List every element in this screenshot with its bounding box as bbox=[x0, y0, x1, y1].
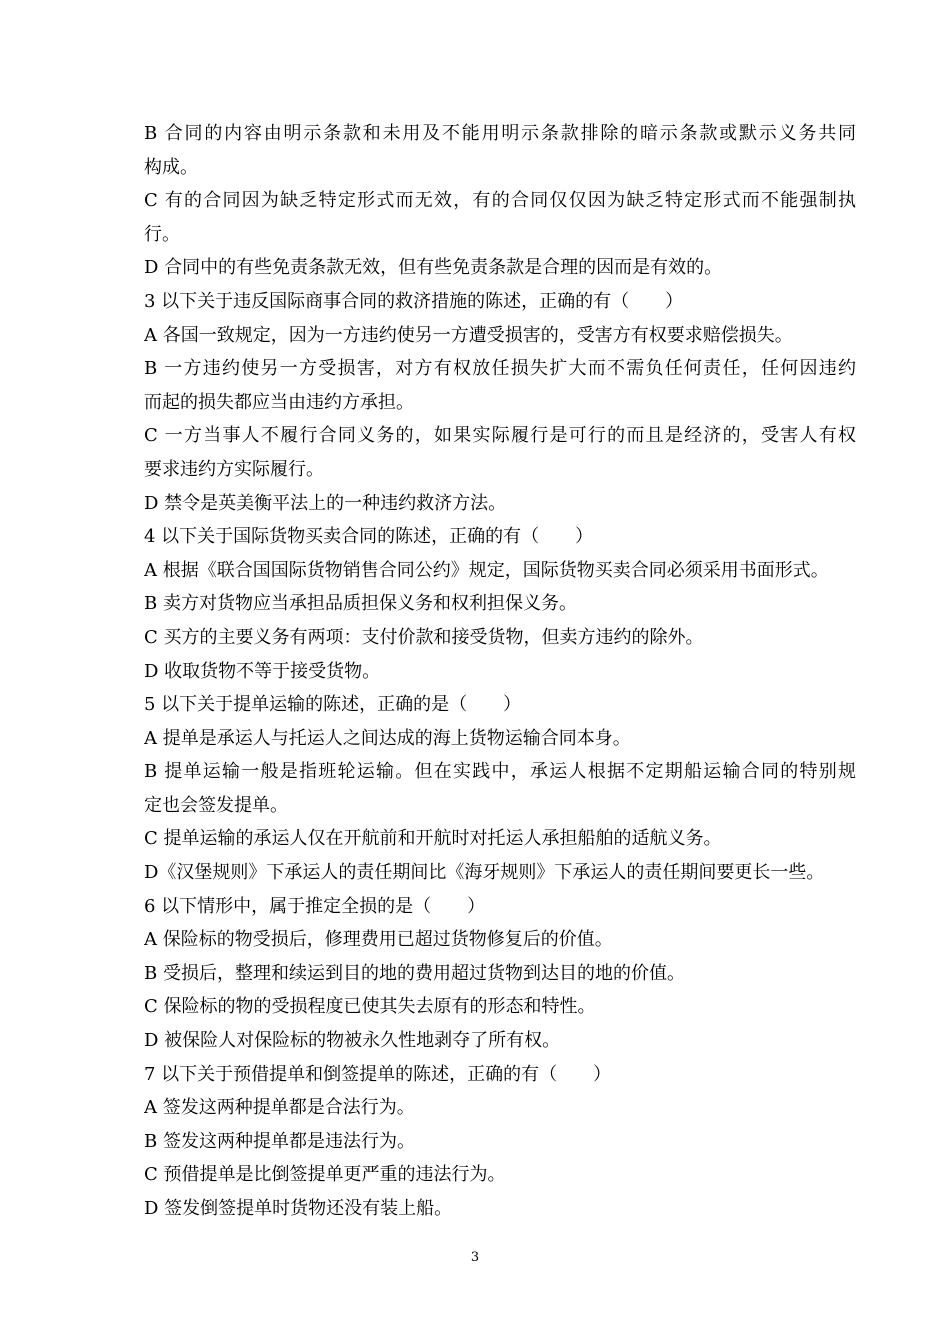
text-line: D 收取货物不等于接受货物。 bbox=[144, 660, 381, 682]
text-line: D 签发倒签提单时货物还没有装上船。 bbox=[144, 1198, 453, 1219]
text-line: C 提单运输的承运人仅在开航前和开航时对托运人承担船舶的适航义务。 bbox=[144, 828, 722, 850]
text-line: 定也会签发提单。 bbox=[144, 794, 288, 816]
text-line: A 提单是承运人与托运人之间达成的海上货物运输合同本身。 bbox=[144, 727, 631, 749]
text-line: 而起的损失都应当由违约方承担。 bbox=[144, 391, 414, 413]
text-line: D 禁令是英美衡平法上的一种违约救济方法。 bbox=[144, 492, 507, 514]
text-line: C 保险标的物的受损程度已使其失去原有的形态和特性。 bbox=[144, 996, 596, 1018]
text-line: B 合同的内容由明示条款和未用及不能用明示条款排除的暗示条款或默示义务共同 bbox=[144, 123, 856, 144]
page-number: 3 bbox=[470, 1250, 480, 1265]
text-line: A 根据《联合国国际货物销售合同公约》规定，国际货物买卖合同必须采用书面形式。 bbox=[144, 559, 829, 581]
text-line: B 签发这两种提单都是违法行为。 bbox=[144, 1130, 415, 1152]
text-line: 4 以下关于国际货物买卖合同的陈述，正确的有（ ） bbox=[144, 526, 594, 548]
text-line: C 预借提单是比倒签提单更严重的违法行为。 bbox=[144, 1164, 506, 1186]
text-line: B 受损后，整理和续运到目的地的费用超过货物到达目的地的价值。 bbox=[144, 962, 685, 984]
text-line: 构成。 bbox=[144, 156, 198, 178]
text-line: B 卖方对货物应当承担品质担保义务和权利担保义务。 bbox=[144, 593, 577, 615]
text-line: C 买方的主要义务有两项：支付价款和接受货物，但卖方违约的除外。 bbox=[144, 626, 704, 648]
document-body bbox=[144, 117, 856, 1226]
text-line: B 一方违约使另一方受损害，对方有权放任损失扩大而不需负任何责任，任何因违约 bbox=[144, 358, 856, 380]
text-line: A 保险标的物受损后，修理费用已超过货物修复后的价值。 bbox=[144, 929, 613, 951]
text-line: 6 以下情形中，属于推定全损的是（ ） bbox=[144, 895, 486, 917]
text-line: A 签发这两种提单都是合法行为。 bbox=[144, 1097, 415, 1119]
text-line: 行。 bbox=[144, 223, 180, 245]
text-line: 5 以下关于提单运输的陈述，正确的是（ ） bbox=[144, 694, 522, 716]
text-line: D 被保险人对保险标的物被永久性地剥夺了所有权。 bbox=[144, 1030, 561, 1052]
text-line: D《汉堡规则》下承运人的责任期间比《海牙规则》下承运人的责任期间要更长一些。 bbox=[144, 862, 825, 884]
text-line: 要求违约方实际履行。 bbox=[144, 458, 324, 480]
text-line: A 各国一致规定，因为一方违约使另一方遭受损害的，受害方有权要求赔偿损失。 bbox=[144, 324, 793, 346]
text-line: D 合同中的有些免责条款无效，但有些免责条款是合理的因而是有效的。 bbox=[144, 257, 723, 279]
text-line: C 有的合同因为缺乏特定形式而无效，有的合同仅仅因为缺乏特定形式而不能强制执 bbox=[144, 190, 856, 212]
text-line: 7 以下关于预借提单和倒签提单的陈述，正确的有（ ） bbox=[144, 1063, 612, 1085]
text-line: 3 以下关于违反国际商事合同的救济措施的陈述，正确的有（ ） bbox=[144, 290, 684, 312]
text-line: B 提单运输一般是指班轮运输。但在实践中，承运人根据不定期船运输合同的特别规 bbox=[144, 761, 856, 783]
text-line: C 一方当事人不履行合同义务的，如果实际履行是可行的而且是经济的，受害人有权 bbox=[144, 425, 856, 447]
